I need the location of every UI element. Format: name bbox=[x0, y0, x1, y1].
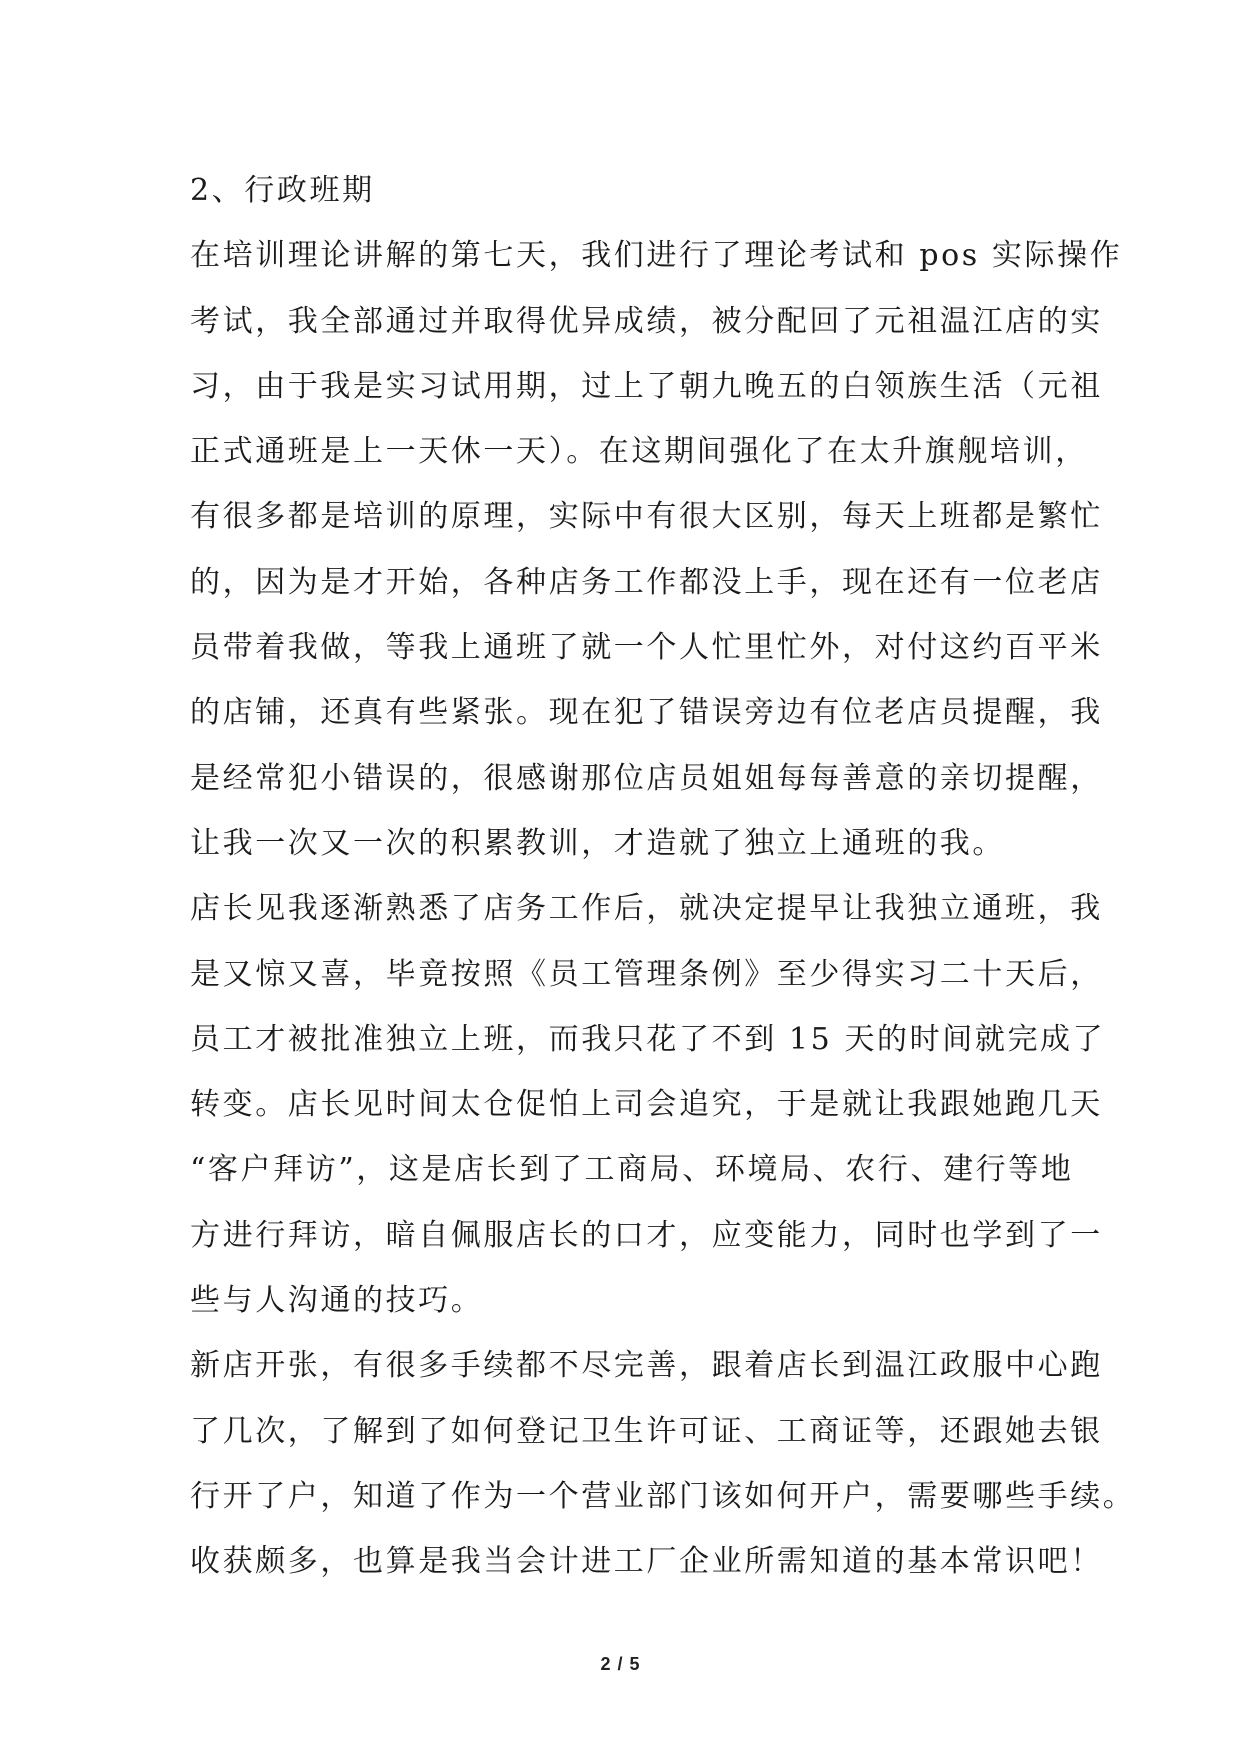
text-line: 行开了户，知道了作为一个营业部门该如何开户，需要哪些手续。 bbox=[190, 1478, 1136, 1514]
text-line: 方进行拜访，暗自佩服店长的口才，应变能力，同时也学到了一 bbox=[190, 1217, 1103, 1253]
text-line: 转变。店长见时间太仓促怕上司会追究，于是就让我跟她跑几天 bbox=[190, 1087, 1103, 1123]
text-line: “客户拜访”，这是店长到了工商局、环境局、农行、建行等地 bbox=[190, 1152, 1074, 1188]
text-line: 习，由于我是实习试用期，过上了朝九晚五的白领族生活（元祖 bbox=[190, 368, 1103, 404]
text-line: 员工才被批准独立上班，而我只花了不到 15 天的时间就完成了 bbox=[190, 1021, 1106, 1057]
text-line: 的店铺，还真有些紧张。现在犯了错误旁边有位老店员提醒，我 bbox=[190, 695, 1103, 731]
section-heading: 2、行政班期 bbox=[190, 173, 375, 208]
text-line: 考试，我全部通过并取得优异成绩，被分配回了元祖温江店的实 bbox=[190, 303, 1103, 339]
text-line: 的，因为是才开始，各种店务工作都没上手，现在还有一位老店 bbox=[190, 564, 1103, 600]
text-line: 是又惊又喜，毕竟按照《员工管理条例》至少得实习二十天后， bbox=[190, 956, 1103, 992]
text-line: 员带着我做，等我上通班了就一个人忙里忙外，对付这约百平米 bbox=[190, 630, 1103, 666]
text-line: 新店开张，有很多手续都不尽完善，跟着店长到温江政服中心跑 bbox=[190, 1348, 1103, 1384]
text-line: 有很多都是培训的原理，实际中有很大区别，每天上班都是繁忙 bbox=[190, 499, 1103, 535]
text-line: 店长见我逐渐熟悉了店务工作后，就决定提早让我独立通班，我 bbox=[190, 891, 1103, 927]
text-line: 是经常犯小错误的，很感谢那位店员姐姐每每善意的亲切提醒， bbox=[190, 760, 1103, 796]
text-line: 收获颇多，也算是我当会计进工厂企业所需知道的基本常识吧！ bbox=[190, 1544, 1103, 1580]
text-line: 让我一次又一次的积累教训，才造就了独立上通班的我。 bbox=[190, 825, 1005, 861]
text-line: 了几次，了解到了如何登记卫生许可证、工商证等，还跟她去银 bbox=[190, 1413, 1103, 1449]
document-body bbox=[190, 158, 1136, 1595]
text-line: 在培训理论讲解的第七天，我们进行了理论考试和 pos 实际操作 bbox=[190, 238, 1123, 274]
page-number: 2 / 5 bbox=[600, 1654, 641, 1674]
text-line: 正式通班是上一天休一天）。在这期间强化了在太升旗舰培训， bbox=[190, 434, 1088, 470]
text-line: 些与人沟通的技巧。 bbox=[190, 1283, 484, 1319]
